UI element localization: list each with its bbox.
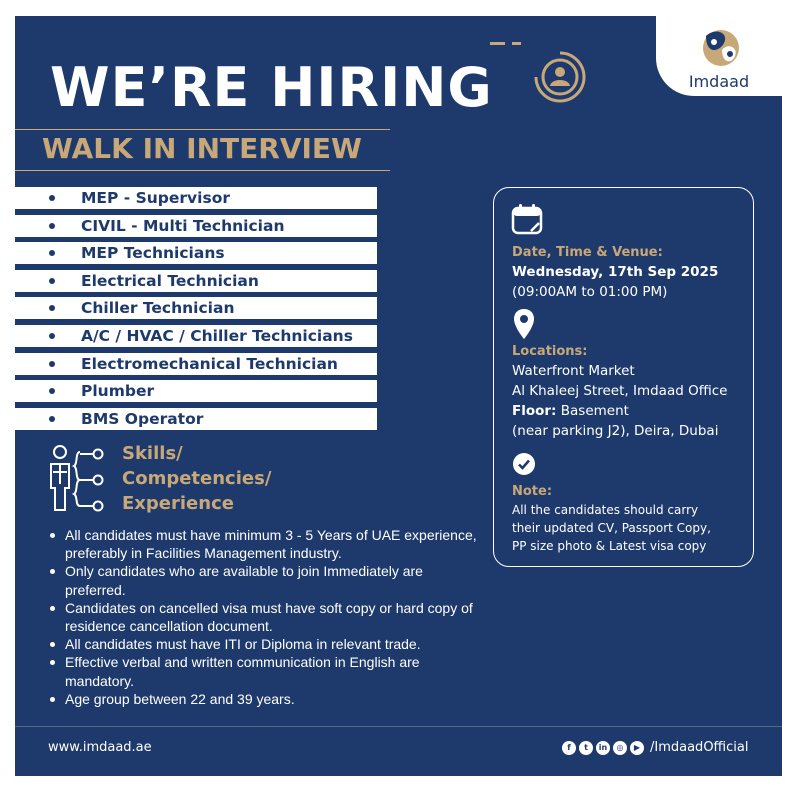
list-item: All candidates must have ITI or Diploma in relevant trade.	[50, 635, 480, 653]
position-list	[15, 187, 377, 435]
calendar-icon	[511, 203, 543, 235]
list-item	[15, 242, 377, 264]
time-value: (09:00AM to 01:00 PM)	[512, 284, 668, 300]
floor-label: Floor:	[512, 403, 557, 419]
logo-tab	[656, 16, 782, 96]
position-title: MEP Technicians	[81, 244, 225, 263]
page-subtitle: WALK IN INTERVIEW	[42, 132, 362, 165]
user-badge-icon	[533, 50, 587, 104]
skills-heading-line: Experience	[122, 493, 234, 514]
divider	[15, 170, 390, 171]
list-item: All candidates must have minimum 3 - 5 Years of UAE experience, preferably in Facilities Management industry.	[50, 526, 480, 562]
note-line: All the candidates should carry	[512, 503, 699, 517]
bullet-icon	[49, 250, 55, 256]
position-title: Plumber	[81, 382, 155, 401]
list-item: Candidates on cancelled visa must have soft copy or hard copy of residence cancellation document.	[50, 599, 480, 635]
bullet-icon	[49, 305, 55, 311]
divider	[15, 129, 390, 130]
position-title: CIVIL - Multi Technician	[81, 216, 285, 235]
bullet-icon	[49, 278, 55, 284]
position-title: BMS Operator	[81, 409, 204, 428]
location-label: Locations:	[512, 344, 588, 359]
floor-line	[512, 401, 629, 421]
location-line: Waterfront Market	[512, 363, 635, 379]
checkmark-icon	[512, 452, 536, 476]
requirements-list	[50, 526, 480, 708]
floor-value: Basement	[556, 403, 629, 419]
bullet-icon	[49, 195, 55, 201]
bullet-icon	[49, 388, 55, 394]
brand-name: Imdaad	[688, 72, 750, 91]
social-handle[interactable]: /ImdaadOfficial	[650, 740, 749, 755]
skills-heading	[122, 441, 271, 516]
list-item: Age group between 22 and 39 years.	[50, 690, 480, 708]
skills-heading-line: Competencies/	[122, 468, 272, 489]
position-title: Electromechanical Technician	[81, 354, 338, 373]
bullet-icon	[49, 416, 55, 422]
note-line: PP size photo & Latest visa copy	[512, 539, 707, 553]
date-label: Date, Time & Venue:	[512, 245, 663, 260]
interview-details-card	[493, 187, 754, 567]
list-item	[15, 215, 377, 237]
position-title: A/C / HVAC / Chiller Technicians	[81, 326, 353, 345]
decor-dash	[512, 42, 521, 45]
skills-heading-line: Skills/	[122, 443, 183, 464]
position-title: Chiller Technician	[81, 299, 235, 318]
list-item	[15, 353, 377, 375]
imdaad-logo-icon	[692, 28, 750, 68]
list-item	[15, 187, 377, 209]
linkedin-icon[interactable]: in	[596, 741, 610, 755]
page-title: WE’RE HIRING	[50, 56, 493, 119]
website-link[interactable]: www.imdaad.ae	[48, 740, 152, 755]
list-item	[15, 297, 377, 319]
note-line: their updated CV, Passport Copy,	[512, 521, 711, 535]
bullet-icon	[49, 361, 55, 367]
list-item	[15, 380, 377, 402]
youtube-icon[interactable]: ▶	[630, 741, 644, 755]
list-item	[15, 408, 377, 430]
position-title: Electrical Technician	[81, 271, 259, 290]
social-icons	[562, 741, 644, 755]
list-item: Effective verbal and written communication in English are mandatory.	[50, 653, 480, 689]
location-pin-icon	[513, 308, 535, 340]
position-title: MEP - Supervisor	[81, 189, 230, 207]
location-line: (near parking J2), Deira, Dubai	[512, 423, 719, 439]
list-item	[15, 325, 377, 347]
date-value: Wednesday, 17th Sep 2025	[512, 264, 719, 280]
footer-divider	[15, 726, 782, 727]
decor-dash	[490, 42, 505, 45]
instagram-icon[interactable]: ◎	[613, 741, 627, 755]
bullet-icon	[49, 223, 55, 229]
twitter-icon[interactable]: t	[579, 741, 593, 755]
bullet-icon	[49, 333, 55, 339]
facebook-icon[interactable]: f	[562, 741, 576, 755]
note-label: Note:	[512, 484, 553, 499]
location-line: Al Khaleej Street, Imdaad Office	[512, 383, 728, 399]
skills-person-icon	[48, 444, 112, 514]
list-item	[15, 270, 377, 292]
list-item: Only candidates who are available to join Immediately are preferred.	[50, 562, 480, 598]
